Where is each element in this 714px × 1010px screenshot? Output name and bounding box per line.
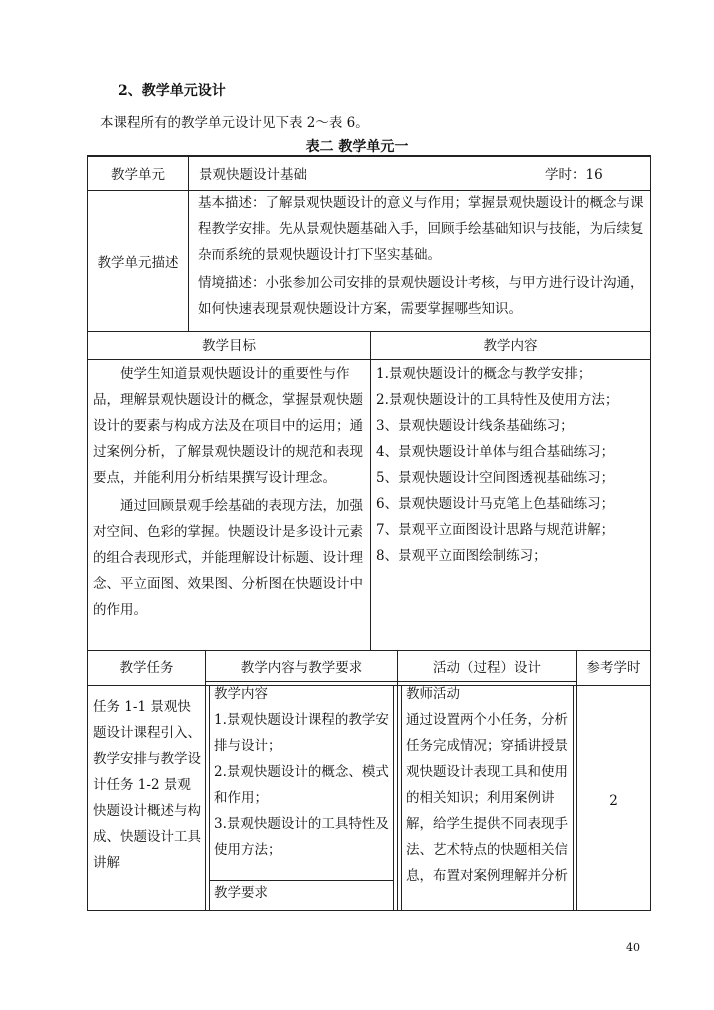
section-heading: 2、教学单元设计	[118, 83, 226, 99]
goals-paragraph-1: 使学生知道景观快题设计的重要性与作品，理解景观快题设计的概念，掌握景观快题设计的要素与构成方法及在项目中的运用；通过案例分析，了解景观快题设计的规范和表现要点，并能利用分析结果撰写设计理念。	[93, 366, 363, 486]
content-item: 5、景观快题设计空间图透视基础练习；	[376, 470, 615, 486]
goals-paragraph-2: 通过回顾景观手绘基础的表现方法，加强对空间、色彩的掌握。快题设计是多设计元素的组合表现形式，并能理解设计标题、设计理念、平立面图、效果图、分析图在快题设计中的作用。	[93, 498, 363, 618]
task-content-item: 3.景观快题设计的工具特性及使用方法；	[214, 816, 389, 858]
task-hours: 2	[609, 793, 618, 809]
content-item: 6、景观快题设计马克笔上色基础练习；	[376, 496, 615, 512]
task-content-list	[214, 707, 390, 863]
task-description: 任务 1-1 景观快题设计课程引入、教学安排与教学设计任务 1-2 景观快题设计概述与构成、快题设计工具讲解	[93, 699, 201, 871]
tasks-header-content: 教学内容与教学要求	[240, 660, 363, 676]
task-content-item: 2.景观快题设计的概念、模式和作用；	[214, 764, 389, 806]
description-label: 教学单元描述	[97, 255, 179, 271]
task-content-label: 教学内容	[214, 686, 268, 702]
content-item: 7、景观平立面图设计思路与规范讲解；	[376, 522, 615, 538]
unit-hours: 学时：16	[545, 167, 603, 183]
page-number: 40	[626, 941, 640, 954]
table-caption: 表二 教学单元一	[305, 139, 409, 155]
description-context: 情境描述：小张参加公司安排的景观快题设计考核，与甲方进行设计沟通，如何快速表现景观快题设计方案，需要掌握哪些知识。	[198, 275, 644, 317]
activity-label: 教师活动	[406, 686, 460, 702]
unit-value: 景观快题设计基础	[199, 167, 307, 183]
content-list	[376, 361, 648, 569]
tasks-header-task: 教学任务	[119, 660, 174, 676]
content-item: 4、景观快题设计单体与组合基础练习；	[376, 444, 615, 460]
content-item: 2.景观快题设计的工具特性及使用方法；	[376, 392, 619, 408]
tasks-header-hours: 参考学时	[586, 660, 641, 676]
task-content-item: 1.景观快题设计课程的教学安排与设计；	[214, 712, 389, 754]
goals-body	[93, 361, 363, 623]
goals-header: 教学目标	[202, 338, 256, 354]
content-item: 3、景观快题设计线条基础练习；	[376, 418, 574, 434]
description-body	[198, 190, 644, 322]
content-item: 8、景观平立面图绘制练习；	[376, 548, 547, 564]
unit-label: 教学单元	[111, 167, 165, 183]
intro-text: 本课程所有的教学单元设计见下表 2～表 6。	[100, 115, 369, 131]
task-requirement-label: 教学要求	[214, 885, 268, 901]
tasks-header-activity: 活动（过程）设计	[433, 660, 541, 676]
activity-text: 通过设置两个小任务，分析任务完成情况；穿插讲授景观快题设计表现工具和使用的相关知识；利用案例讲解，给学生提供不同表现手法、艺术特点的快题相关信息，布置对案例理解并分析	[406, 712, 568, 884]
content-header: 教学内容	[483, 338, 538, 354]
content-item: 1.景观快题设计的概念与教学安排；	[376, 366, 592, 382]
description-basic: 基本描述：了解景观快题设计的意义与作用；掌握景观快题设计的概念与课程教学安排。先从景观快题基础入手，回顾手绘基础知识与技能，为后续复杂而系统的景观快题设计打下坚实基础。	[198, 195, 644, 263]
